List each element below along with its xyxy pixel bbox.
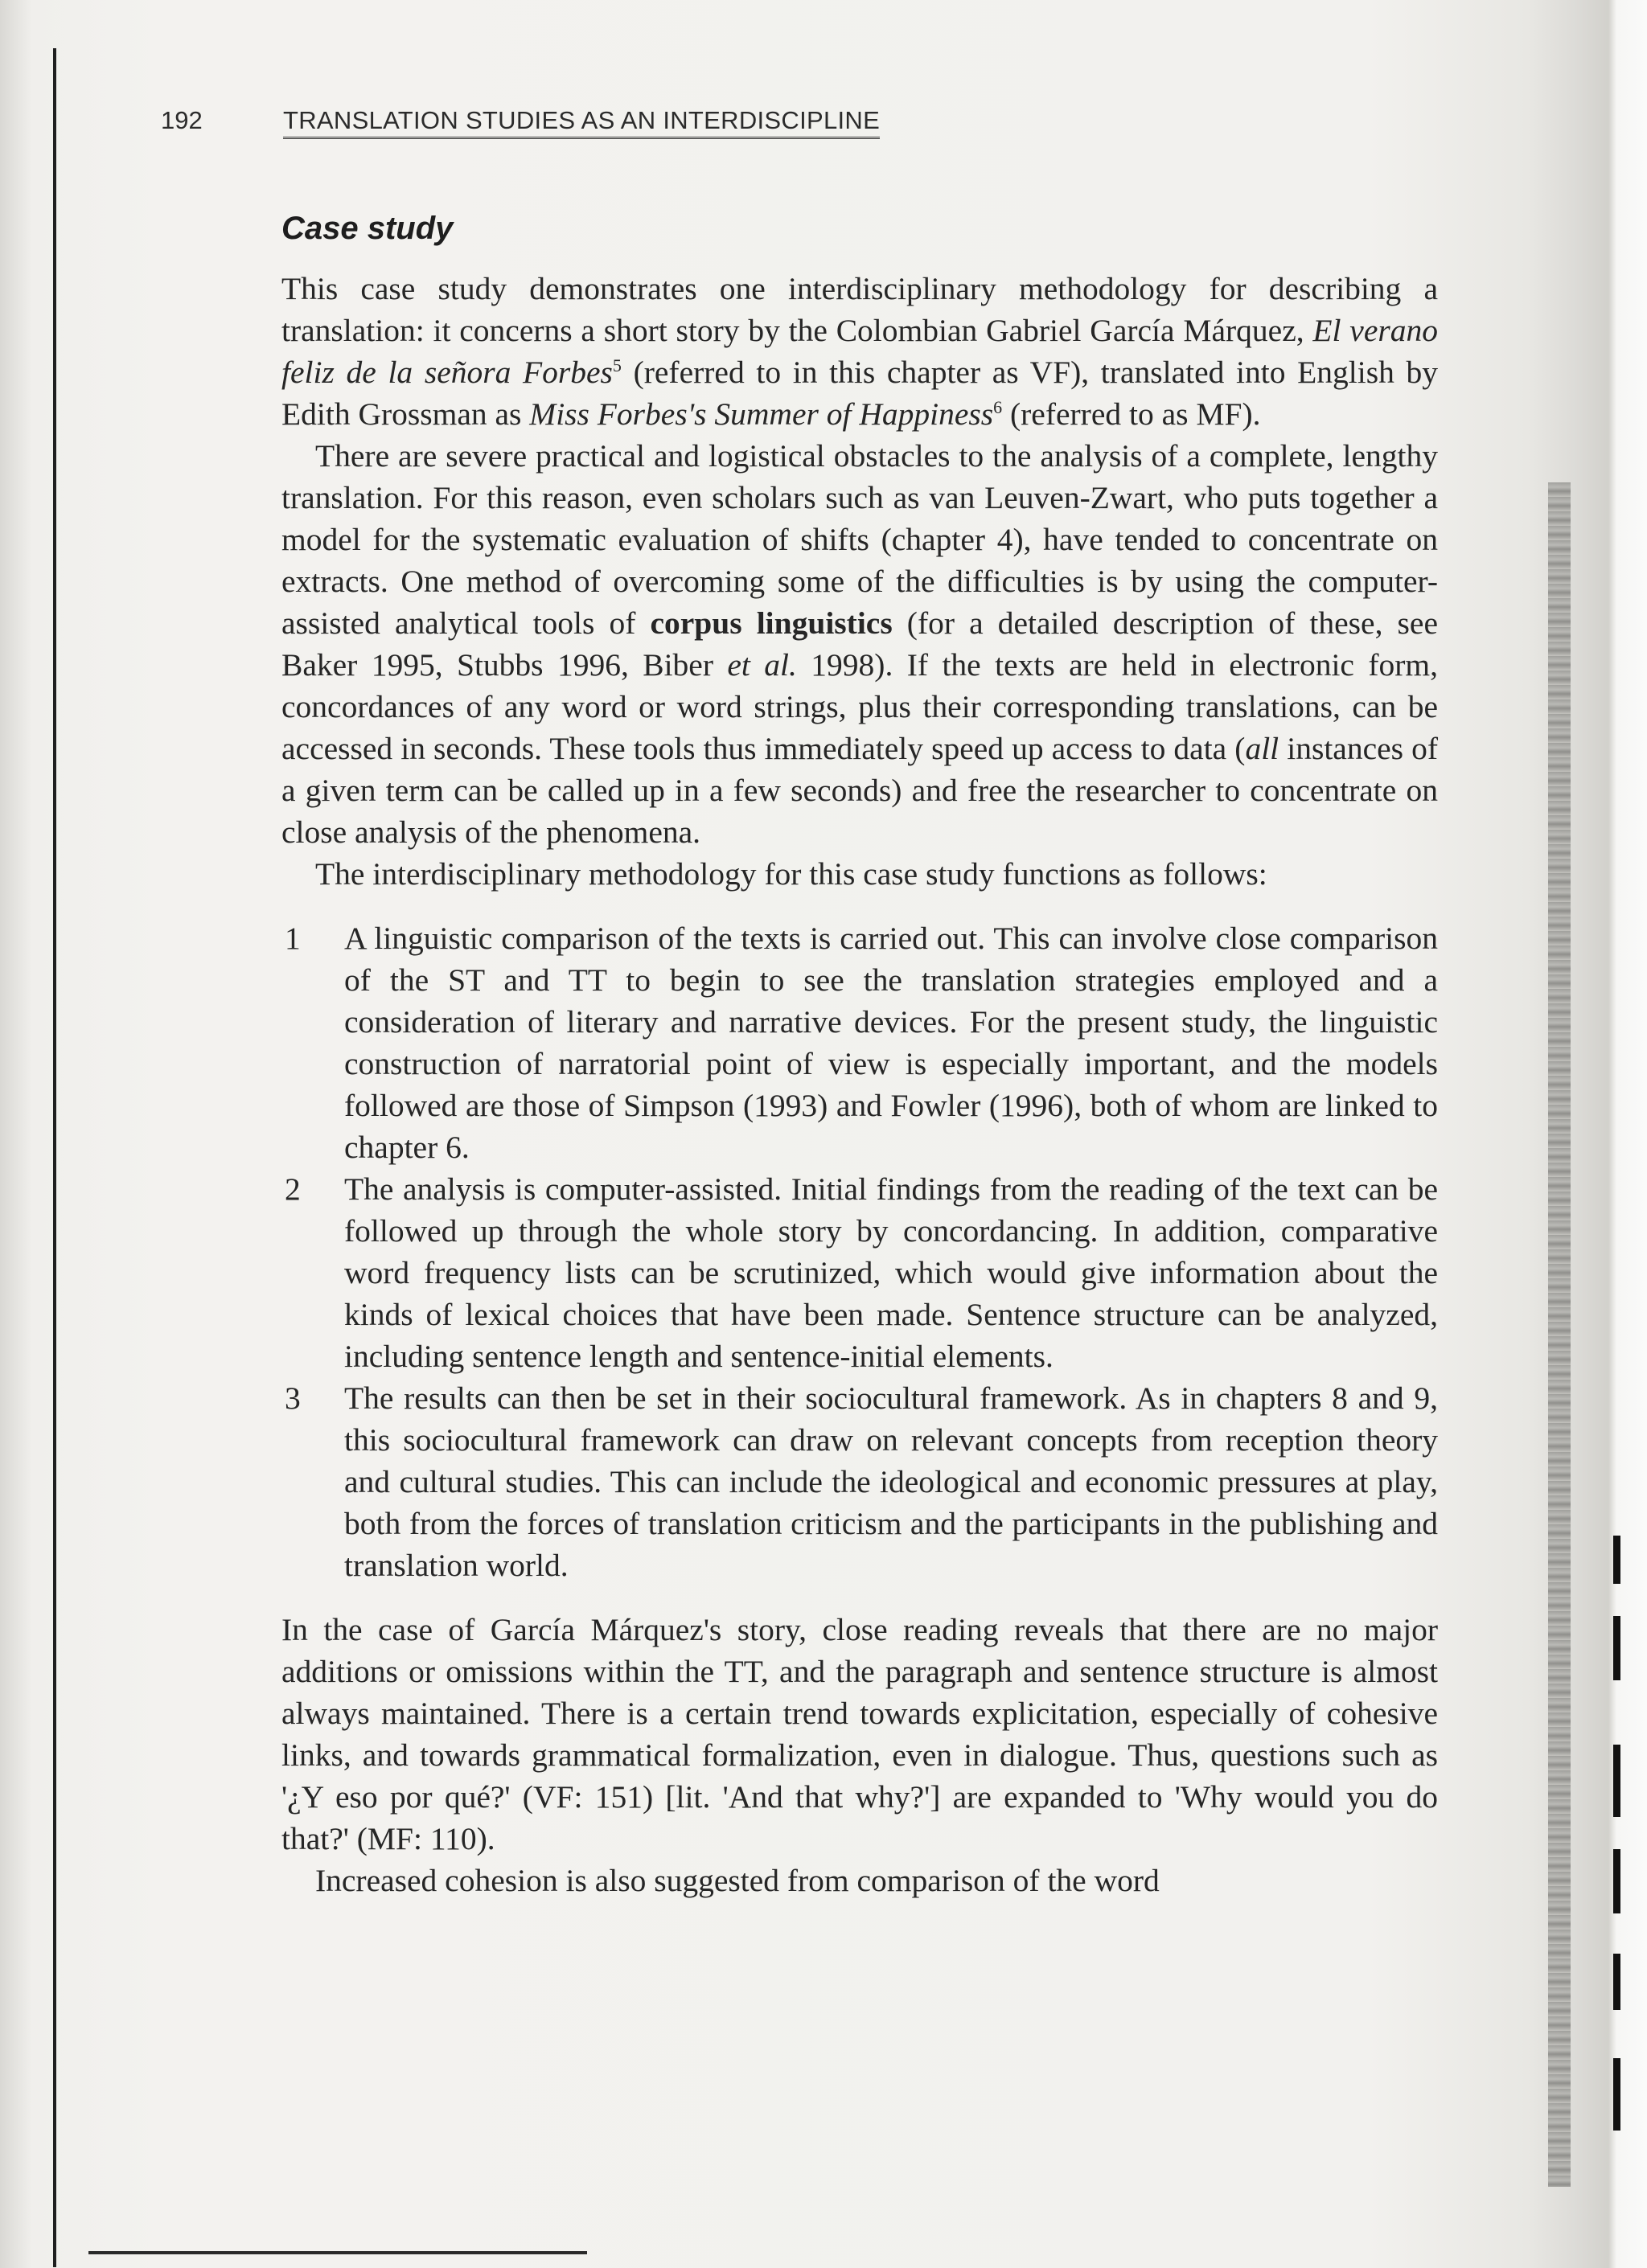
text-run: instances of a given term can be called up in a few seconds) and free the researcher to concentrate on close analysis of the phenomena. — [281, 731, 1438, 850]
step-number: 2 — [285, 1171, 301, 1207]
scan-mark — [1613, 1954, 1620, 2010]
footnote-ref: 6 — [993, 396, 1003, 417]
bottom-rule — [88, 2251, 587, 2254]
paragraph-close-reading: In the case of García Márquez's story, close reading reveals that there are no major additions or omissions within the TT, and the paragraph and sentence structure is almost always maintained. There is a certain trend towards explicitation, especially of cohesive links, and towards grammatical formalization, even in dialogue. Thus, questions such as '¿Y eso por qué?' (VF: 151) [lit. 'And that why?'] are expanded to 'Why would you do that?' (MF: 110). — [281, 1612, 1438, 1856]
paragraph-cohesion: Increased cohesion is also suggested from comparison of the word — [315, 1863, 1160, 1898]
step-text: The analysis is computer-assisted. Initial findings from the reading of the text can be followed up through the whole story by concordancing. In addition, comparative word frequency lists can be scrutinized, which would give information about the kinds of lexical choices that have been made. Sentence structure can be analyzed, including sentence length and sentence-initial elements. — [344, 1171, 1438, 1374]
text-run: et al. — [727, 647, 797, 683]
scan-mark — [1613, 1616, 1620, 1680]
list-item — [281, 1377, 1438, 1586]
spine-shadow — [1548, 482, 1571, 2187]
text-run: This case study demonstrates one interdisciplinary methodology for describing a translation: it concerns a short story by the Colombian Gabriel García Márquez, — [281, 271, 1438, 348]
scan-mark — [1613, 1849, 1620, 1913]
step-text: A linguistic comparison of the texts is carried out. This can involve close comparison of the ST and TT to begin to see the translation strategies employed and a consideration of literary and narrative devices. For the present study, the linguistic construction of narratorial point of view is especially important, and the models followed are those of Simpson (1993) and Fowler (1996), both of whom are linked to chapter 6. — [344, 921, 1438, 1165]
text-run: (referred to as MF). — [1002, 396, 1261, 432]
paragraph-methodology: The interdisciplinary methodology for this case study functions as follows: — [315, 856, 1267, 892]
text-run: (referred to in this chapter as VF), translated into English by Edith Grossman as — [281, 355, 1438, 432]
step-number: 1 — [285, 921, 301, 956]
step-number: 3 — [285, 1380, 301, 1416]
paragraph-intro — [281, 268, 1438, 435]
target-title: Miss Forbes's Summer of Happiness — [529, 396, 994, 432]
scan-mark — [1613, 1536, 1620, 1584]
key-term: corpus linguistics — [650, 605, 893, 641]
text-run: 1998). If the texts are held in electronic form, concordances of any word or word strings, plus their corresponding translations, can be accessed in seconds. These tools thus immediately speed up access to data ( — [281, 647, 1439, 766]
section-heading: Case study — [281, 211, 454, 246]
running-header — [161, 106, 901, 143]
step-text: The results can then be set in their sociocultural framework. As in chapters 8 and 9, this sociocultural framework can draw on relevant concepts from reception theory and cultural studies. This can include the ideological and economic pressures at play, both from the forces of translation criticism and the participants in the publishing and translation world. — [344, 1380, 1438, 1583]
source-title: El verano feliz de la señora Forbes — [281, 313, 1438, 390]
page-edge-rule — [53, 48, 56, 2267]
list-item — [281, 1168, 1438, 1377]
page-number: 192 — [161, 106, 203, 134]
methodology-steps — [281, 917, 1438, 1586]
paragraph-obstacles — [281, 435, 1438, 853]
main-text — [281, 211, 1438, 1901]
footnote-ref: 5 — [612, 355, 622, 375]
list-item — [281, 917, 1438, 1168]
scan-mark — [1613, 1745, 1620, 1817]
text-run: all — [1245, 731, 1279, 766]
running-title: TRANSLATION STUDIES AS AN INTERDISCIPLINE — [283, 106, 880, 139]
text-run: (for a detailed description of these, see Baker 1995, Stubbs 1996, Biber — [281, 605, 1438, 683]
text-run: There are severe practical and logistical obstacles to the analysis of a complete, lengthy translation. For this reason, even scholars such as van Leuven-Zwart, who puts together a model for the systematic evaluation of shifts (chapter 4), have tended to concentrate on extracts. One method of overcoming some of the difficulties is by using the computer-assisted analytical tools of — [281, 438, 1438, 641]
scan-mark — [1613, 2058, 1620, 2131]
